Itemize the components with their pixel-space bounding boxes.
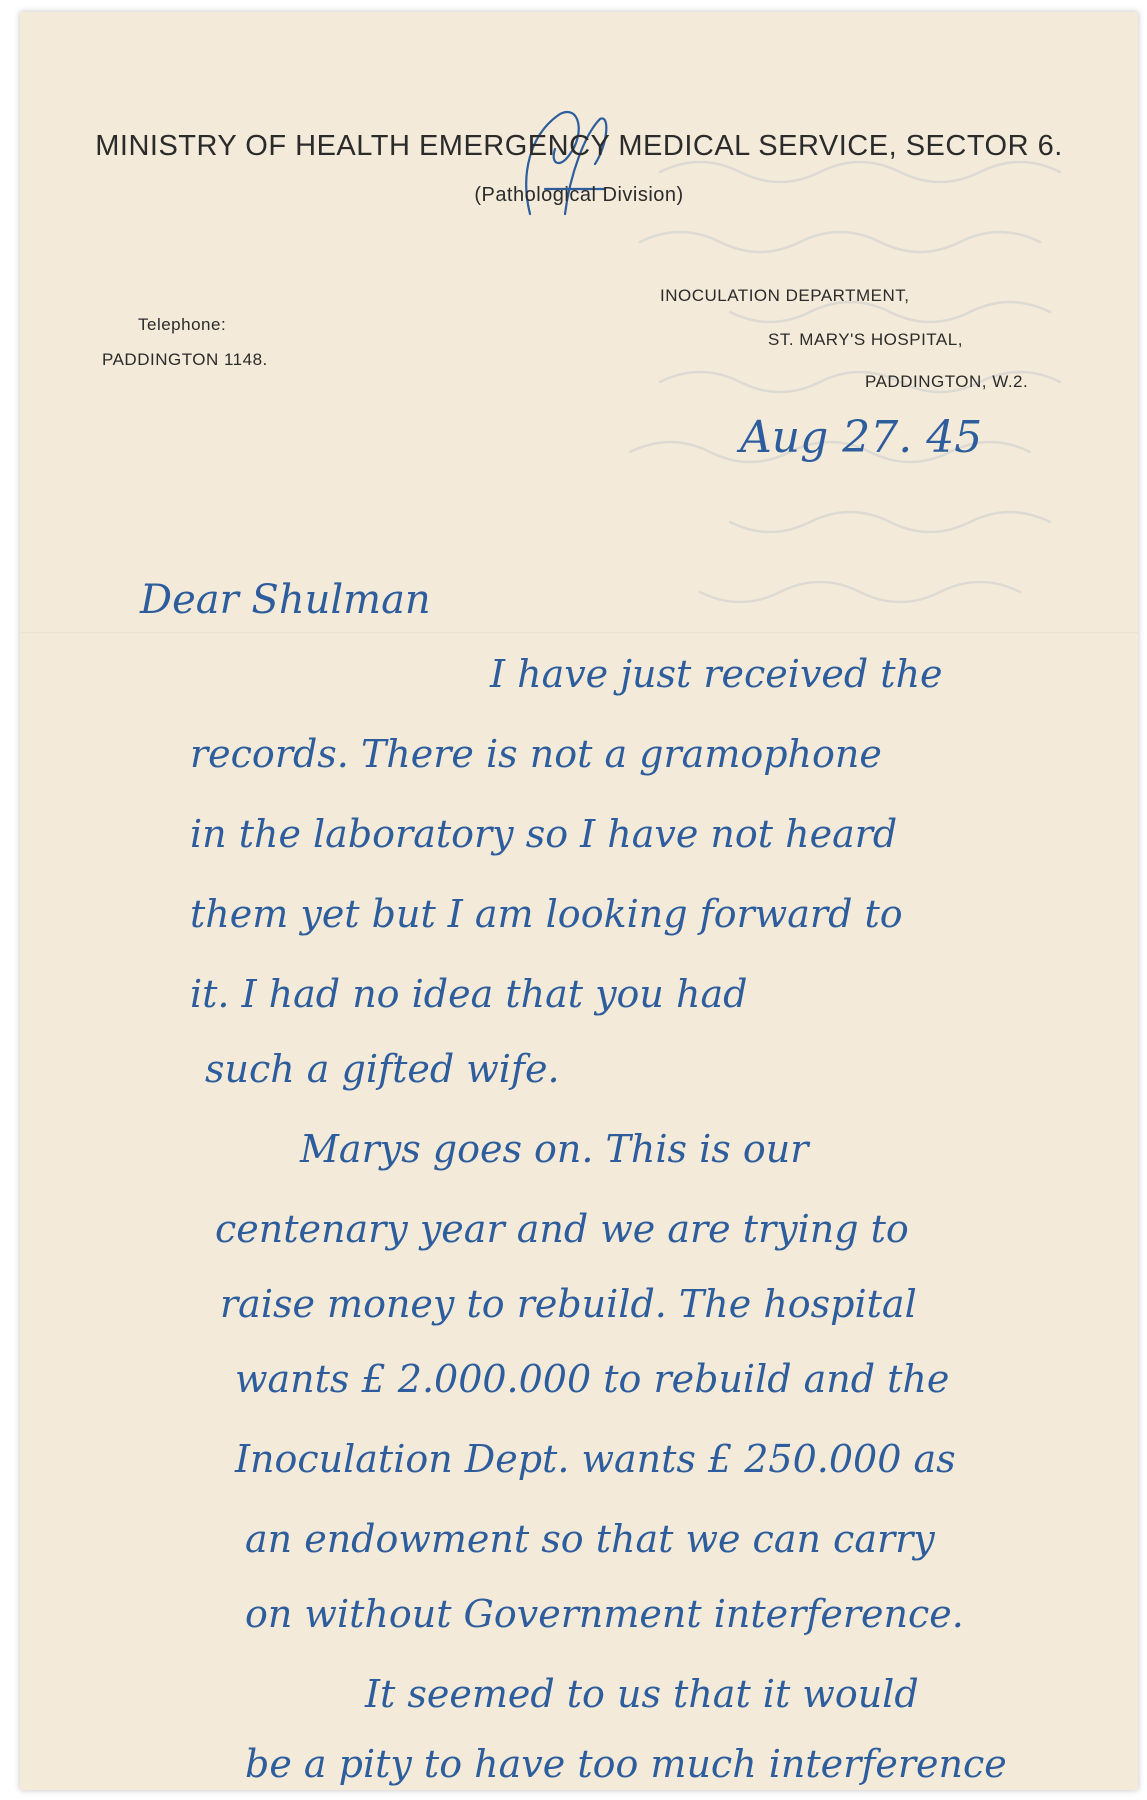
telephone-number: PADDINGTON 1148. [102, 350, 268, 369]
letter-line: raise money to rebuild. The hospital [220, 1282, 917, 1326]
letter-line: records. There is not a gramophone [190, 732, 882, 776]
letter-line: Inoculation Dept. wants £ 250.000 as [235, 1437, 956, 1481]
monogram-scribble [490, 94, 630, 234]
letterhead-division: (Pathological Division) [474, 184, 684, 206]
address-district: PADDINGTON, W.2. [865, 372, 1029, 391]
letter-line: centenary year and we are trying to [215, 1207, 909, 1251]
letter-line: it. I had no idea that you had [190, 972, 748, 1016]
letter-line: them yet but I am looking forward to [190, 892, 903, 936]
letter-line: Marys goes on. This is our [300, 1127, 809, 1171]
letter-line: an endowment so that we can carry [245, 1517, 935, 1561]
address-hospital: ST. MARY'S HOSPITAL, [768, 330, 963, 349]
letter-salutation: Dear Shulman [140, 577, 431, 623]
letter-sheet [20, 12, 1138, 1790]
letter-line: on without Government interference. [245, 1592, 964, 1636]
address-department: INOCULATION DEPARTMENT, [660, 286, 910, 305]
letter-line: be a pity to have too much interference [245, 1742, 1007, 1786]
telephone-label: Telephone: [138, 315, 227, 334]
letter-line: wants £ 2.000.000 to rebuild and the [235, 1357, 950, 1401]
letter-date: Aug 27. 45 [740, 412, 983, 463]
letter-line: It seemed to us that it would [365, 1672, 919, 1716]
letter-line: I have just received the [490, 652, 943, 696]
letter-line: in the laboratory so I have not heard [190, 812, 898, 856]
letter-line: such a gifted wife. [205, 1047, 560, 1091]
letterhead-title: MINISTRY OF HEALTH EMERGENCY MEDICAL SERVICE, SECTOR 6. [95, 130, 1063, 162]
